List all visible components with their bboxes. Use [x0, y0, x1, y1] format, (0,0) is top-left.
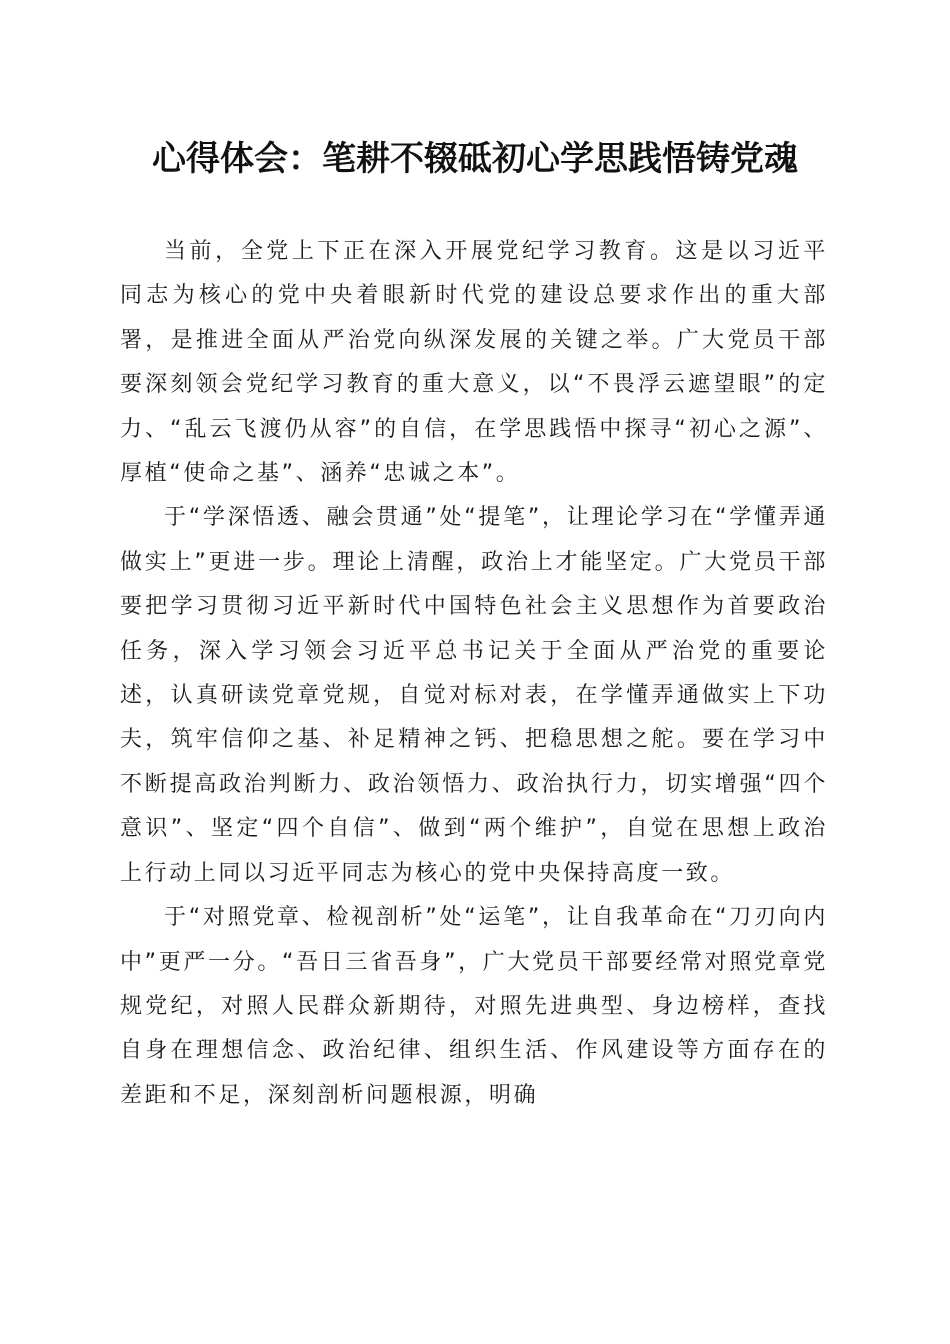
document-title: 心得体会：笔耕不辍砥初心学思践悟铸党魂	[152, 139, 798, 179]
paragraph-1: 当前，全党上下正在深入开展党纪学习教育。这是以习近平同志为核心的党中央着眼新时代党的建设总要求作出的重大部署，是推进全面从严治党向纵深发展的关键之举。广大党员干部要深刻领会党纪学习教育的重大意义，以“不畏浮云遮望眼”的定力、“乱云飞渡仍从容”的自信，在学思践悟中探寻“初心之源”、厚植“使命之基”、涵养“忠诚之本”。	[120, 239, 828, 487]
paragraph-3: 于“对照党章、检视剖析”处“运笔”，让自我革命在“刀刃向内中”更严一分。“吾日三省吾身”，广大党员干部要经常对照党章党规党纪，对照人民群众新期待，对照先进典型、身边榜样，查找自身在理想信念、政治纪律、组织生活、作风建设等方面存在的差距和不足，深刻剖析问题根源，明确	[120, 905, 828, 1108]
paragraph-2: 于“学深悟透、融会贯通”处“提笔”，让理论学习在“学懂弄通做实上”更进一步。理论上清醒，政治上才能坚定。广大党员干部要把学习贯彻习近平新时代中国特色社会主义思想作为首要政治任务，深入学习领会习近平总书记关于全面从严治党的重要论述，认真研读党章党规，自觉对标对表，在学懂弄通做实上下功夫，筑牢信仰之基、补足精神之钙、把稳思想之舵。要在学习中不断提高政治判断力、政治领悟力、政治执行力，切实增强“四个意识”、坚定“四个自信”、做到“两个维护”，自觉在思想上政治上行动上同以习近平同志为核心的党中央保持高度一致。	[120, 505, 828, 886]
document-body	[120, 230, 828, 1118]
